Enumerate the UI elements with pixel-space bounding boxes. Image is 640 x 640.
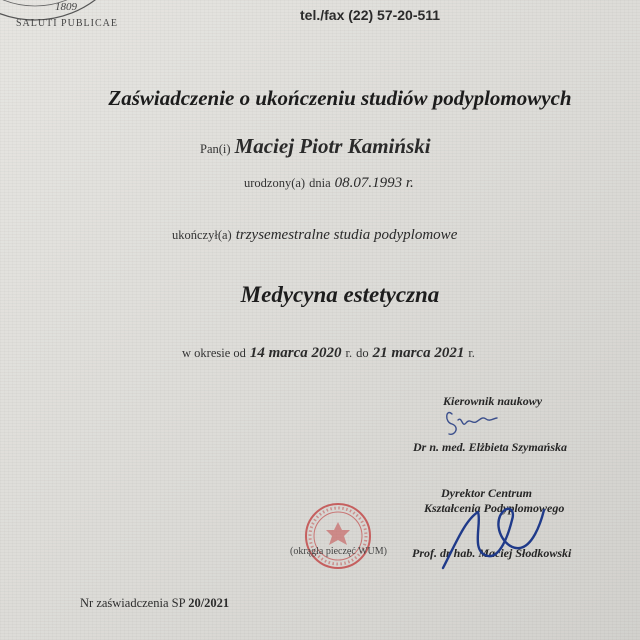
birth-date: 08.07.1993 r. [334, 175, 414, 191]
scientific-head-name: Dr n. med. Elżbieta Szymańska [413, 440, 568, 454]
birth-line [244, 174, 414, 192]
study-type: trzysemestralne studia podyplomowe [235, 227, 458, 243]
stamp-label: (okrągła pieczęć WUM) [290, 546, 387, 557]
holder-name: Maciej Piotr Kamiński [234, 134, 431, 158]
wum-stamp [302, 500, 374, 572]
born-prefix: urodzony(a) [244, 176, 306, 190]
to-label: do [356, 346, 369, 360]
course-name: Medycyna estetyczna [240, 282, 440, 307]
seal-text: SALUTI PUBLICAE [16, 18, 118, 29]
period-from: 14 marca 2020 [249, 345, 342, 361]
period-to: 21 marca 2021 [372, 345, 465, 361]
certificate-number [80, 596, 229, 611]
r-label: r. [345, 346, 353, 360]
phone-fax: tel./fax (22) 57-20-511 [300, 7, 441, 23]
university-seal [0, 0, 140, 30]
completed-label: ukończył(a) [172, 228, 232, 242]
name-line [200, 134, 431, 159]
cert-no-label: Nr zaświadczenia SP [80, 596, 186, 610]
director-title-line2: Kształcenia Podyplomowego [424, 501, 565, 515]
director-name: Prof. dr hab. Maciej Słodkowski [412, 546, 572, 560]
completed-line [172, 226, 457, 244]
r-label-2: r. [468, 346, 475, 360]
certificate-title: Zaświadczenie o ukończeniu studiów podyplomowych [108, 86, 572, 110]
name-prefix: Pan(i) [200, 142, 231, 156]
cert-no-value: 20/2021 [188, 596, 230, 610]
scientific-head-title: Kierownik naukowy [443, 394, 543, 408]
seal-year: 1809 [55, 1, 77, 13]
born-day-label: dnia [309, 176, 331, 190]
director-title-line1: Dyrektor Centrum [441, 486, 533, 500]
scientific-head-signature [447, 413, 497, 435]
period-line [182, 344, 475, 362]
period-label: w okresie od [182, 346, 246, 360]
